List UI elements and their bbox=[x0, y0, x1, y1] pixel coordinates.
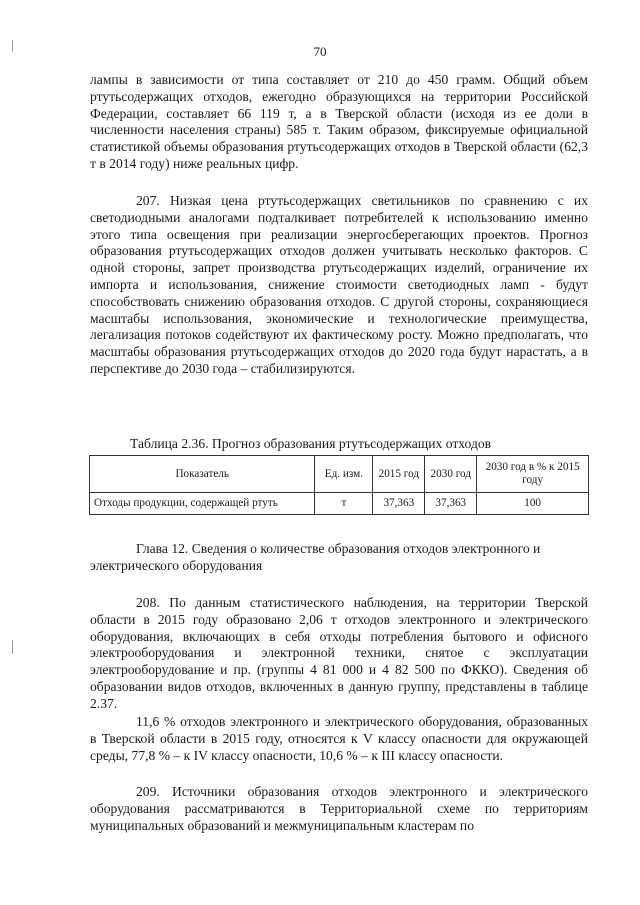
table-caption: Таблица 2.36. Прогноз образования ртутьсодержащих отходов bbox=[130, 436, 492, 451]
table-row bbox=[90, 493, 589, 515]
scan-margin-mark bbox=[12, 640, 13, 654]
scan-margin-mark bbox=[12, 40, 13, 52]
paragraph-hazard-classes: 11,6 % отходов электронного и электрического оборудования, образованных в Тверской области в 2015 году, относятся к V классу опасности для окружающей среды, 77,8 % – к IV классу опасности, 10,6 % – к III классу опасности. bbox=[90, 714, 588, 763]
cell-ratio: 100 bbox=[477, 493, 589, 515]
header-2015: 2015 год bbox=[373, 456, 425, 493]
cell-indicator: Отходы продукции, содержащей ртуть bbox=[90, 493, 315, 515]
header-unit: Ед. изм. bbox=[315, 456, 373, 493]
paragraph-continuation: лампы в зависимости от типа составляет от 210 до 450 грамм. Общий объем ртутьсодержащих отходов, ежегодно образующихся на территории Российской Федерации, составляет 66 119 т, а в Тверской области (исходя из ее доли в численности населения страны) 585 т. Таким образом, фиксируемые официальной статистикой объемы образования ртутьсодержащих отходов в Тверской области (62,3 т в 2014 году) ниже реальных цифр. bbox=[90, 72, 588, 171]
cell-2030: 37,363 bbox=[425, 493, 477, 515]
paragraph-209: 209. Источники образования отходов электронного и электрического оборудования рассматриваются в Территориальной схеме по территориям муниципальных образований и межмуниципальным кластерам по bbox=[90, 784, 588, 833]
cell-unit: т bbox=[315, 493, 373, 515]
chapter-heading: Глава 12. Сведения о количестве образования отходов электронного и электрического оборудования bbox=[90, 541, 541, 573]
paragraph-207: 207. Низкая цена ртутьсодержащих светильников по сравнению с их светодиодными аналогами подталкивает потребителей к использованию именно этого типа освещения при реализации энергосберегающих проектов. Прогноз образования ртутьсодержащих отходов должен учитывать несколько факторов. С одной стороны, запрет производства ртутьсодержащих изделий, ограничение их импорта и использования, снижение стоимости светодиодных ламп - будут способствовать снижению образования отходов. С другой стороны, сохраняющиеся масштабы использования, экономические и технологические преимущества, легализация потоков содействуют их фактическому росту. Можно предполагать, что масштабы образования ртутьсодержащих отходов до 2020 года будут нарастать, а в перспективе до 2030 года – стабилизируются. bbox=[90, 193, 588, 376]
header-ratio: 2030 год в % к 2015 году bbox=[477, 456, 589, 493]
paragraph-208: 208. По данным статистического наблюдения, на территории Тверской области в 2015 году образовано 2,06 т отходов электронного и электрического оборудования, включающих в себя отходы потребления бытового и офисного электрооборудования и электронной техники, снятое с эксплуатации электрооборудование и пр. (группы 4 81 000 и 4 82 500 по ФККО). Сведения об образовании видов отходов, включенных в данную группу, представлены в таблице 2.37. bbox=[90, 595, 588, 711]
header-2030: 2030 год bbox=[425, 456, 477, 493]
table-header-row bbox=[90, 456, 589, 493]
forecast-table bbox=[89, 455, 589, 515]
cell-2015: 37,363 bbox=[373, 493, 425, 515]
page-number: 70 bbox=[313, 44, 327, 59]
header-indicator: Показатель bbox=[90, 456, 315, 493]
